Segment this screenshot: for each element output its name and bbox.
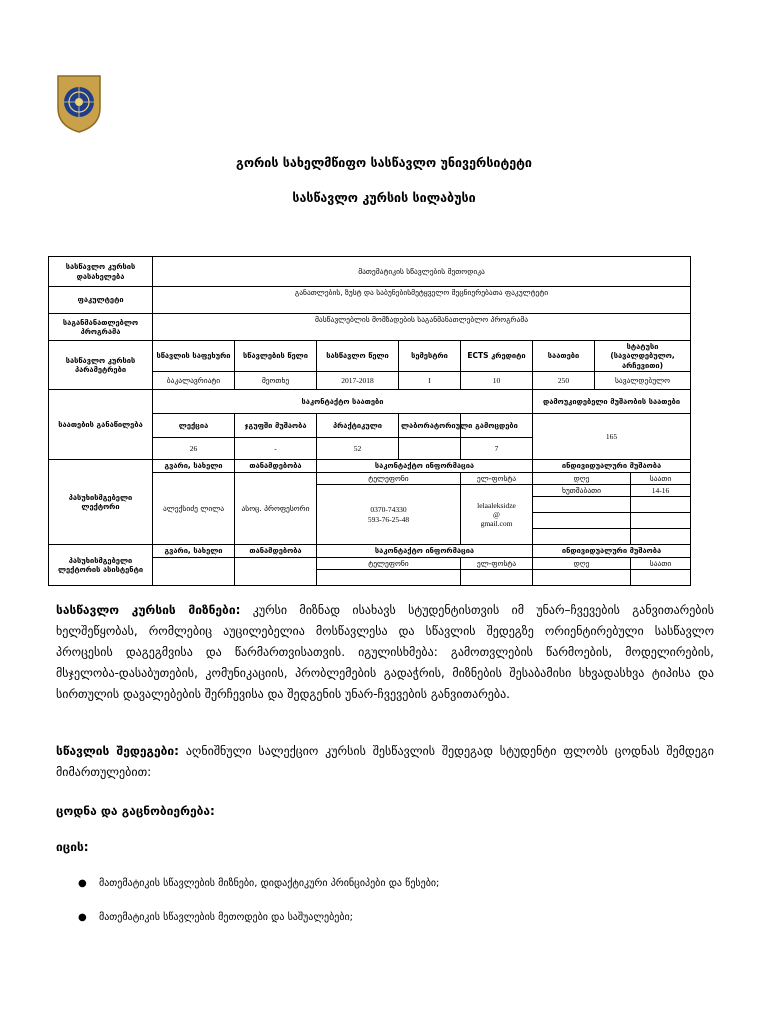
position-header: თანამდებობა — [235, 460, 317, 472]
faculty-value: განათლების, ზუსტ და საბუნებისმეტყველო მეცნიერებათა ფაკულტეტი — [153, 287, 691, 314]
day-header: დღე — [533, 557, 631, 569]
course-goals — [56, 600, 714, 705]
course-name-label: სასწავლო კურსის დასახელება — [49, 257, 153, 287]
params-header: სწავლის საფეხური — [153, 341, 235, 372]
lecturer-position: ასოც. პროფესორი — [235, 472, 317, 545]
course-name: მათემატიკის სწავლების მეთოდიკა — [153, 257, 691, 287]
params-value: ბაკალავრიატი — [153, 372, 235, 390]
params-header: სასწავლო წელი — [317, 341, 399, 372]
individual-work-header: ინდივიდუალური მუშაობა — [533, 460, 691, 472]
params-value: 2017-2018 — [317, 372, 399, 390]
params-value: 10 — [461, 372, 533, 390]
list-item-text: მათემატიკის სწავლების მეთოდები და საშუალებები; — [99, 912, 354, 923]
params-header: საათები — [533, 341, 595, 372]
learning-outcomes-heading: სწავლის შედეგები: — [56, 744, 179, 758]
university-logo — [56, 74, 102, 134]
phone-header: ტელეფონი — [317, 557, 461, 569]
course-goals-text: კურსი მიზნად ისახავს სტუდენტისთვის იმ უნარ–ჩვევების განვითარების ხელშეწყობას, რომლებიც აუცილებელია მოსწავლესა და სწავლის შედეგზე ორიენტირებული სასწავლო პროცესის დაგეგმვისა და წარმართვისათვის. იგულისხმება: გამოთვლების წარმოების, მოდელირების, მსჯელობა-დასაბუთების, კომუნიკაციის, პრობლემების გადაჭრის, მიზნების შესაბამისი სხვადასხვა ტიპისა და სირთულის დავალებების შერჩევისა და შედგენის უნარ-ჩვევების განვითარება. — [56, 603, 715, 701]
params-value: 250 — [533, 372, 595, 390]
lecturer-phone: 593-76-25-48 — [367, 514, 410, 524]
independent-hours-value: 165 — [533, 414, 691, 460]
bullet-icon: ● — [78, 912, 87, 923]
params-header: სწავლების წელი — [235, 341, 317, 372]
knowledge-heading: ცოდნა და გაცნობიერება: — [56, 804, 215, 818]
document-title: სასწავლო კურსის სილაბუსი — [292, 190, 476, 205]
faculty-label: ფაკულტეტი — [49, 287, 153, 314]
list-item-text: მათემატიკის სწავლების მიზნები, დიდაქტიკური პრინციპები და წესები; — [99, 878, 440, 889]
hours-value: 7 — [461, 438, 533, 460]
course-goals-heading: სასწავლო კურსის მიზნები: — [56, 603, 241, 617]
hours-value: 26 — [153, 438, 235, 460]
params-header: ECTS კრედიტი — [461, 341, 533, 372]
learning-outcomes — [56, 741, 714, 783]
hours-header: გამოცდები — [461, 414, 533, 438]
lecturer-label: პასუხისმგებელი ლექტორი — [49, 460, 153, 545]
individual-work-header: ინდივიდუალური მუშაობა — [533, 545, 691, 557]
hours-header: ჯგუფში მუშაობა — [235, 414, 317, 438]
lecturer-day: ხუთშაბათი — [533, 484, 631, 496]
params-header: სემესტრი — [399, 341, 461, 372]
hours-header: პრაქტიკული — [317, 414, 399, 438]
position-header: თანამდებობა — [235, 545, 317, 557]
hour-header: საათი — [631, 557, 691, 569]
params-label: სასწავლო კურსის პარამეტრები — [49, 341, 153, 390]
lecturer-phone: 0370-74330 — [370, 505, 407, 515]
params-header: სტატუსი (სავალდებულო, არჩევითი) — [595, 341, 691, 372]
params-value: I — [399, 372, 461, 390]
lecturer-name: ალექსიძე ლილა — [153, 472, 235, 545]
contact-hours-label: საკონტაქტო საათები — [153, 390, 533, 414]
name-header: გვარი, სახელი — [153, 545, 235, 557]
hours-header: ლაბორატორიული — [399, 414, 461, 438]
program-value: მასწავლებლის მომზადების საგანმანათლებლო პროგრამა — [153, 314, 691, 341]
contact-info-header: საკონტაქტო ინფორმაცია — [317, 545, 533, 557]
day-header: დღე — [533, 472, 631, 484]
lecturer-email: lelaaleksidze @ gmail.com — [461, 484, 533, 544]
learning-outcomes-text: აღნიშნული სალექციო კურსის შესწავლის შედეგად სტუდენტი ფლობს ცოდნას შემდეგი მიმართულებით: — [56, 744, 714, 779]
university-title: გორის სახელმწიფო სასწავლო უნივერსიტეტი — [236, 155, 532, 170]
hours-header: ლექცია — [153, 414, 235, 438]
knows-heading: იცის: — [56, 840, 89, 854]
params-value: მეოთხე — [235, 372, 317, 390]
hours-value: - — [235, 438, 317, 460]
bullet-icon: ● — [78, 878, 87, 889]
hour-header: საათი — [631, 472, 691, 484]
email-header: ელ-ფოსტა — [461, 557, 533, 569]
phone-header: ტელეფონი — [317, 472, 461, 484]
hours-label: საათების განაწილება — [49, 390, 153, 460]
params-value: სავალდებულო — [595, 372, 691, 390]
hours-value — [399, 438, 461, 460]
name-header: გვარი, სახელი — [153, 460, 235, 472]
lecturer-phones — [317, 484, 461, 544]
independent-hours-label: დამოუკიდებელი მუშაობის საათები — [533, 390, 691, 414]
lecturer-hours: 14-16 — [631, 484, 691, 496]
hours-value: 52 — [317, 438, 399, 460]
email-header: ელ-ფოსტა — [461, 472, 533, 484]
contact-info-header: საკონტაქტო ინფორმაცია — [317, 460, 533, 472]
assistant-label: პასუხისმგებელი ლექტორის ასისტენტი — [49, 545, 153, 586]
program-label: საგანმანათლებლო პროგრამა — [49, 314, 153, 341]
syllabus-table — [48, 256, 691, 586]
